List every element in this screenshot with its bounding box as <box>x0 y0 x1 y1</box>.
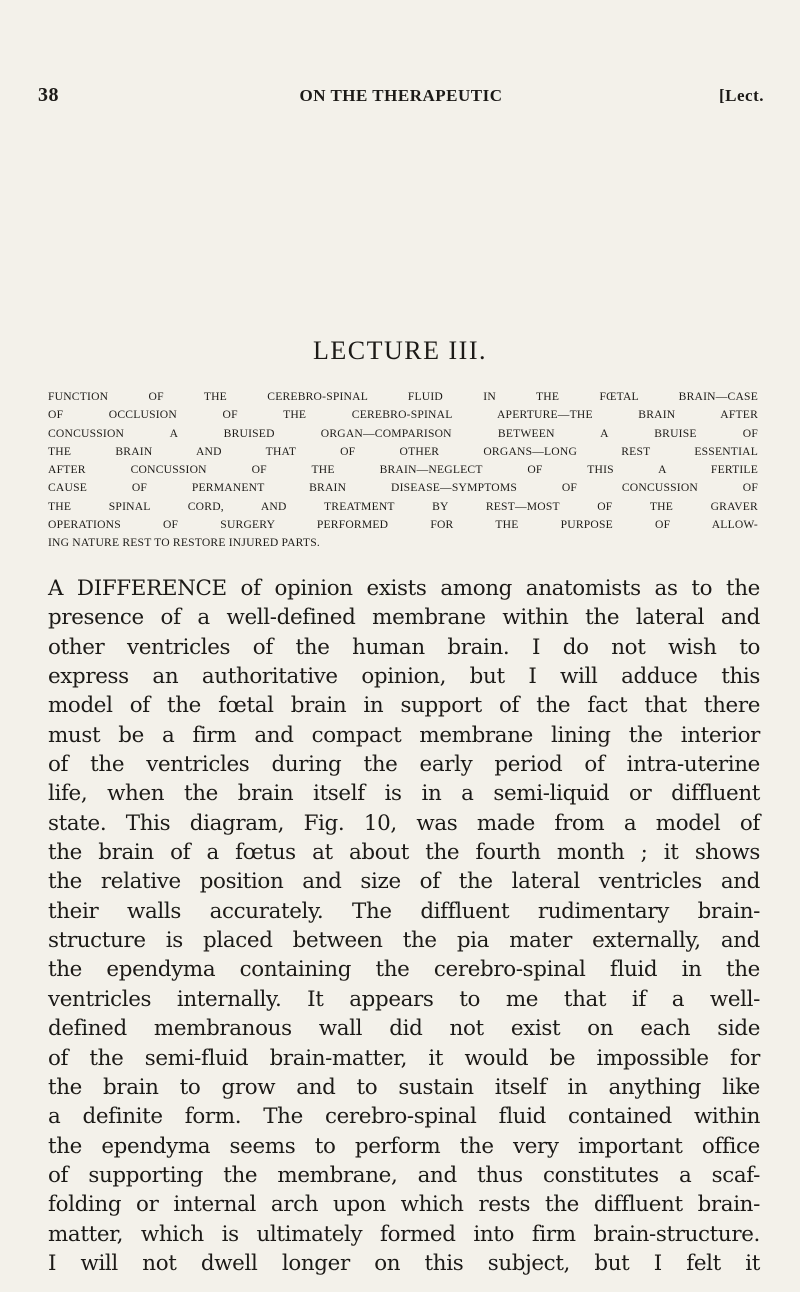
body-line: other ventricles of the human brain. I do not wish to <box>48 634 760 660</box>
body-line: life, when the brain itself is in a semi-liquid or diffluent <box>48 781 760 807</box>
body-line: of supporting the membrane, and thus constitutes a scaf- <box>48 1162 760 1188</box>
body-line: express an authoritative opinion, but I will adduce this <box>48 664 760 690</box>
page-number: 38 <box>38 84 59 106</box>
running-title: ON THE THERAPEUTIC <box>299 86 503 105</box>
body-line: the ependyma seems to perform the very important office <box>48 1133 760 1159</box>
body-line: presence of a well-defined membrane within the lateral and <box>48 605 760 631</box>
synopsis-line: THE SPINAL CORD, AND TREATMENT BY REST—MOST OF THE GRAVER <box>48 499 758 513</box>
body-line: of the semi-fluid brain-matter, it would be impossible for <box>48 1045 760 1071</box>
synopsis-line: THE BRAIN AND THAT OF OTHER ORGANS—LONG REST ESSENTIAL <box>48 444 758 458</box>
body-line: of the ventricles during the early period of intra-uterine <box>48 752 760 778</box>
body-line: their walls accurately. The diffluent rudimentary brain- <box>48 898 760 924</box>
synopsis-line: ING NATURE REST TO RESTORE INJURED PARTS. <box>48 536 320 550</box>
body-line: a definite form. The cerebro-spinal fluid contained within <box>48 1104 760 1130</box>
running-head <box>38 84 764 110</box>
synopsis-line: FUNCTION OF THE CEREBRO-SPINAL FLUID IN THE FŒTAL BRAIN—CASE <box>48 390 758 403</box>
body-paragraph <box>48 574 760 1278</box>
lecture-synopsis <box>48 388 758 553</box>
body-line: model of the fœtal brain in support of the fact that there <box>48 693 760 719</box>
synopsis-line: OF OCCLUSION OF THE CEREBRO-SPINAL APERTURE—THE BRAIN AFTER <box>48 408 758 422</box>
synopsis-line: CONCUSSION A BRUISED ORGAN—COMPARISON BETWEEN A BRUISE OF <box>48 426 758 440</box>
body-line: state. This diagram, Fig. 10, was made from a model of <box>48 810 760 836</box>
body-line: ventricles internally. It appears to me that if a well- <box>48 986 760 1012</box>
body-line: the relative position and size of the lateral ventricles and <box>48 869 760 895</box>
lecture-title: LECTURE III. <box>313 336 487 365</box>
body-line: defined membranous wall did not exist on each side <box>48 1016 760 1042</box>
body-line: I will not dwell longer on this subject, but I felt it <box>48 1250 760 1276</box>
running-head-right: [Lect. <box>718 86 764 105</box>
body-line: structure is placed between the pia mater externally, and <box>48 928 760 954</box>
body-line: the brain to grow and to sustain itself in anything like <box>48 1074 760 1100</box>
body-line: folding or internal arch upon which rests the diffluent brain- <box>48 1192 760 1218</box>
synopsis-line: AFTER CONCUSSION OF THE BRAIN—NEGLECT OF THIS A FERTILE <box>48 463 758 477</box>
body-line: the brain of a fœtus at about the fourth month ; it shows <box>48 840 760 866</box>
body-line: matter, which is ultimately formed into firm brain-structure. <box>48 1221 760 1247</box>
synopsis-line: CAUSE OF PERMANENT BRAIN DISEASE—SYMPTOMS OF CONCUSSION OF <box>48 481 758 495</box>
synopsis-line: OPERATIONS OF SURGERY PERFORMED FOR THE PURPOSE OF ALLOW- <box>48 518 758 532</box>
body-line: must be a firm and compact membrane lining the interior <box>48 722 760 748</box>
body-line: the ependyma containing the cerebro-spinal fluid in the <box>48 957 760 983</box>
body-line: A DIFFERENCE of opinion exists among anatomists as to the <box>48 576 760 601</box>
